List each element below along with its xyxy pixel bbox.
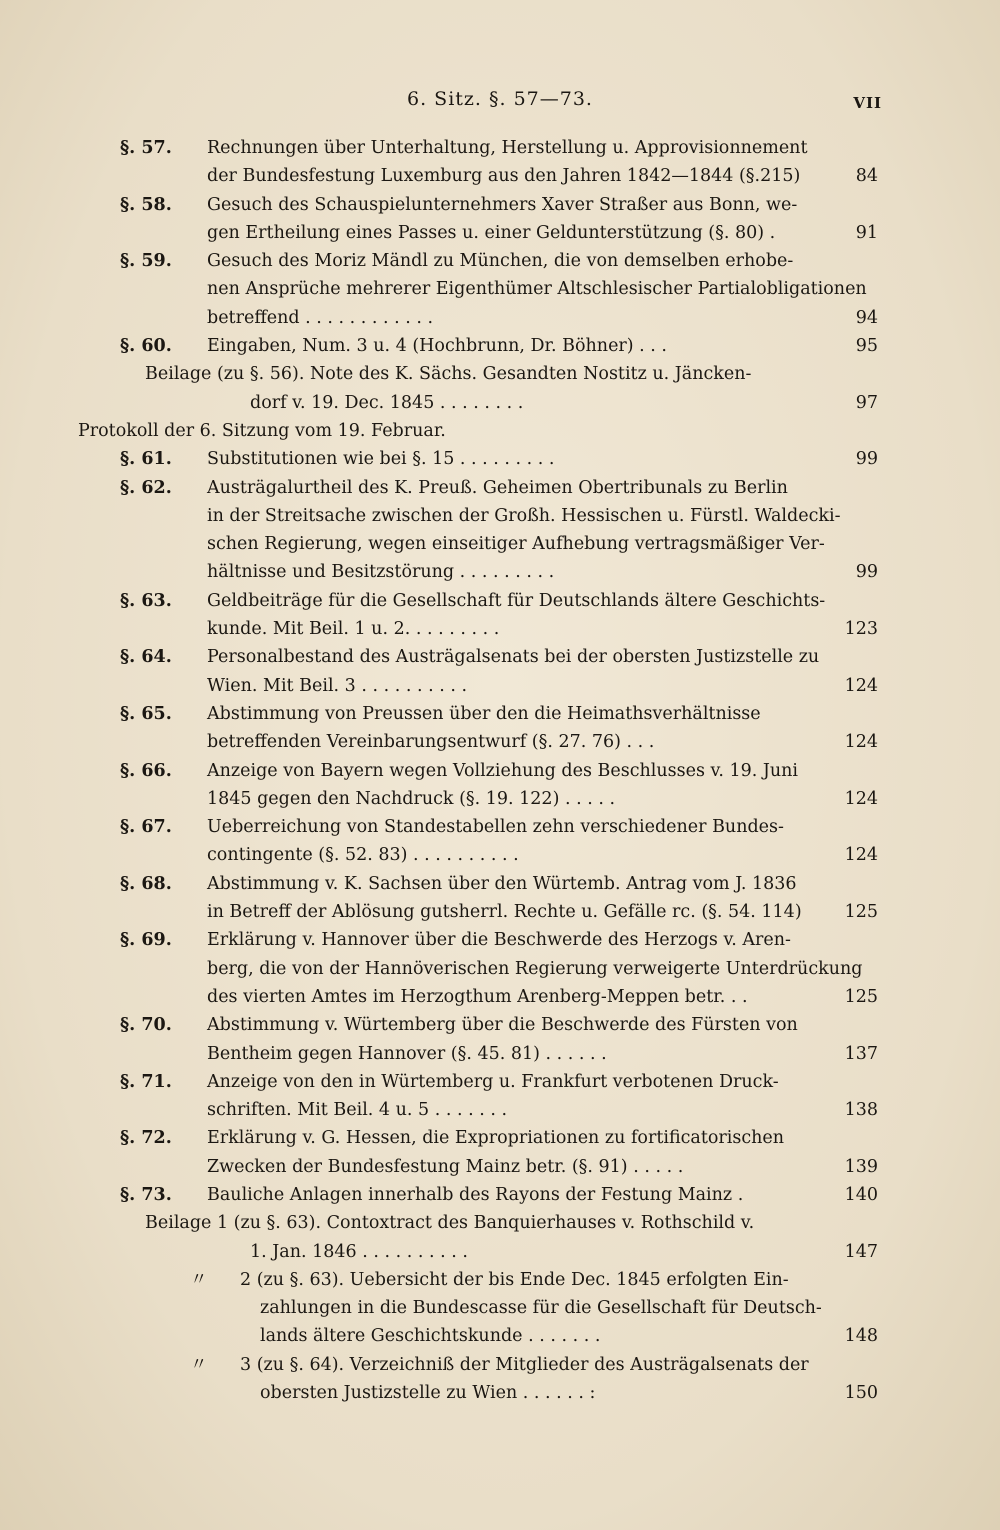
entry-text: Personalbestand des Austrägalsenats bei der obersten Justizstelle zu [207, 647, 820, 668]
entry-text: zahlungen in die Bundescasse für die Gesellschaft für Deutsch- [260, 1298, 822, 1319]
entry-text: lands ältere Geschichtskunde . . . . . . . [260, 1326, 601, 1347]
toc-entry [90, 1068, 890, 1125]
entry-text: Abstimmung von Preussen über den die Heimathsverhältnisse [207, 703, 761, 724]
section-number: §. 67. [120, 817, 172, 838]
page-reference: 124 [844, 732, 878, 753]
toc-line [78, 417, 890, 445]
page-reference: 147 [844, 1241, 878, 1262]
section-number: §. 64. [120, 647, 172, 668]
section-number: §. 71. [120, 1071, 172, 1092]
toc-entry [90, 1209, 890, 1266]
entry-text: Substitutionen wie bei §. 15 . . . . . . . . . [207, 449, 555, 470]
toc-entry [90, 700, 890, 757]
toc-entry [90, 870, 890, 927]
toc-entry [90, 1181, 890, 1209]
entry-text: schriften. Mit Beil. 4 u. 5 . . . . . . . [207, 1100, 508, 1121]
toc-line [90, 785, 890, 813]
page-title: 6. Sitz. §. 57—73. [407, 88, 593, 110]
toc-entry [90, 360, 890, 417]
page-reference: 84 [855, 166, 878, 187]
entry-text: Wien. Mit Beil. 3 . . . . . . . . . . [207, 675, 468, 696]
page-reference: 99 [855, 449, 878, 470]
section-number: §. 59. [120, 251, 172, 272]
toc-entry [78, 417, 890, 445]
entry-text: betreffenden Vereinbarungsentwurf (§. 27. 76) . . . [207, 732, 655, 753]
entry-text: Rechnungen über Unterhaltung, Herstellung u. Approvisionnement [207, 138, 808, 158]
entry-text: betreffend . . . . . . . . . . . . [207, 307, 434, 328]
toc-line [90, 1294, 890, 1322]
toc-entry [90, 757, 890, 814]
entry-text: Ueberreichung von Standestabellen zehn verschiedener Bundes- [207, 817, 784, 838]
entry-text: obersten Justizstelle zu Wien . . . . . . : [260, 1383, 596, 1404]
page-reference: 124 [844, 675, 878, 696]
toc-entry [90, 247, 890, 332]
entry-text: 1. Jan. 1846 . . . . . . . . . . [250, 1241, 468, 1262]
section-number: §. 66. [120, 760, 172, 781]
toc-line [90, 445, 890, 473]
entry-text: Erklärung v. G. Hessen, die Expropriationen zu fortificatorischen [207, 1128, 785, 1149]
toc-line [90, 304, 890, 332]
table-of-contents [78, 134, 890, 1407]
toc-line [90, 870, 890, 898]
toc-line [90, 643, 890, 671]
entry-text: kunde. Mit Beil. 1 u. 2. . . . . . . . . [207, 619, 500, 640]
toc-entry [90, 1011, 890, 1068]
running-head [0, 88, 1000, 118]
section-number: §. 57. [120, 138, 172, 158]
entry-text: Anzeige von Bayern wegen Vollziehung des Beschlusses v. 19. Juni [207, 760, 799, 781]
page-reference: 124 [844, 788, 878, 809]
entry-text: Eingaben, Num. 3 u. 4 (Hochbrunn, Dr. Böhner) . . . [207, 336, 667, 357]
entry-text: Abstimmung v. Würtemberg über die Beschwerde des Fürsten von [207, 1015, 798, 1036]
toc-line [90, 1181, 890, 1209]
section-number: §. 63. [120, 590, 172, 611]
entry-text: berg, die von der Hannöverischen Regierung verweigerte Unterdrückung [207, 958, 863, 979]
entry-text: gen Ertheilung eines Passes u. einer Geldunterstützung (§. 80) . [207, 222, 776, 243]
toc-entry [90, 1124, 890, 1181]
page-reference: 125 [844, 986, 878, 1007]
toc-entry [90, 134, 890, 191]
entry-text: Gesuch des Schauspielunternehmers Xaver Straßer aus Bonn, we- [207, 194, 798, 215]
page-reference: 124 [844, 845, 878, 866]
toc-line [90, 1379, 890, 1407]
page-reference: 125 [844, 902, 878, 923]
entry-text: 3 (zu §. 64). Verzeichniß der Mitglieder des Austrägalsenats der [240, 1354, 809, 1375]
toc-entry [90, 191, 890, 248]
toc-line [90, 1096, 890, 1124]
entry-text: contingente (§. 52. 83) . . . . . . . . . . [207, 845, 519, 866]
entry-text: Erklärung v. Hannover über die Beschwerde des Herzogs v. Aren- [207, 930, 791, 951]
toc-line [90, 587, 890, 615]
toc-entry [90, 926, 890, 1011]
page-reference: 150 [844, 1383, 878, 1404]
toc-line [90, 700, 890, 728]
entry-text: des vierten Amtes im Herzogthum Arenberg-Meppen betr. . . [207, 986, 748, 1007]
toc-line [90, 672, 890, 700]
toc-line [90, 1209, 890, 1237]
toc-line [90, 757, 890, 785]
section-number: §. 69. [120, 930, 172, 951]
toc-entry [90, 1266, 890, 1351]
toc-line [90, 1266, 890, 1294]
toc-line [90, 219, 890, 247]
toc-line [90, 1322, 890, 1350]
toc-line [90, 1351, 890, 1379]
entry-text: Abstimmung v. K. Sachsen über den Würtemb. Antrag vom J. 1836 [207, 873, 797, 894]
section-number: §. 70. [120, 1015, 172, 1036]
toc-line [90, 615, 890, 643]
entry-text: Austrägalurtheil des K. Preuß. Geheimen Obertribunals zu Berlin [207, 477, 788, 498]
toc-entry [90, 1351, 890, 1408]
toc-line [90, 983, 890, 1011]
toc-line [90, 191, 890, 219]
page-reference: 94 [855, 307, 878, 328]
toc-line [90, 813, 890, 841]
toc-line [90, 841, 890, 869]
entry-text: Bentheim gegen Hannover (§. 45. 81) . . . . . . [207, 1043, 607, 1064]
page-reference: 91 [855, 222, 878, 243]
section-number: §. 72. [120, 1128, 172, 1149]
entry-text: hältnisse und Besitzstörung . . . . . . . . . [207, 562, 555, 583]
page-number: VII [853, 94, 882, 112]
entry-text: in der Streitsache zwischen der Großh. Hessischen u. Fürstl. Waldecki- [207, 505, 841, 526]
section-number: §. 65. [120, 703, 172, 724]
entry-text: Zwecken der Bundesfestung Mainz betr. (§. 91) . . . . . [207, 1156, 684, 1177]
entry-text: Beilage (zu §. 56). Note des K. Sächs. Gesandten Nostitz u. Jäncken- [145, 364, 752, 385]
ditto-mark: 〃 [190, 1269, 208, 1290]
page-reference: 140 [844, 1184, 878, 1205]
entry-text: der Bundesfestung Luxemburg aus den Jahren 1842—1844 (§.215) [207, 166, 801, 187]
toc-entry [90, 445, 890, 473]
page-reference: 99 [855, 562, 878, 583]
entry-text: 2 (zu §. 63). Uebersicht der bis Ende Dec. 1845 erfolgten Ein- [240, 1269, 789, 1290]
toc-entry [90, 643, 890, 700]
entry-text: Anzeige von den in Würtemberg u. Frankfurt verbotenen Druck- [207, 1071, 779, 1092]
toc-entry [90, 474, 890, 587]
section-number: §. 62. [120, 477, 172, 498]
page-reference: 137 [844, 1043, 878, 1064]
toc-line [90, 502, 890, 530]
page-reference: 123 [844, 619, 878, 640]
toc-line [90, 898, 890, 926]
page-reference: 95 [855, 336, 878, 357]
section-number: §. 58. [120, 194, 172, 215]
entry-text: Gesuch des Moriz Mändl zu München, die von demselben erhobe- [207, 251, 794, 272]
toc-line [90, 1153, 890, 1181]
page-reference: 97 [855, 392, 878, 413]
toc-line [90, 1238, 890, 1266]
toc-line [90, 162, 890, 190]
toc-line [90, 1124, 890, 1152]
toc-line [90, 1068, 890, 1096]
section-number: §. 68. [120, 873, 172, 894]
toc-line [90, 1040, 890, 1068]
entry-text: nen Ansprüche mehrerer Eigenthümer Altschlesischer Partialobligationen [207, 279, 867, 300]
toc-line [90, 926, 890, 954]
toc-line [90, 955, 890, 983]
toc-line [90, 389, 890, 417]
section-number: §. 61. [120, 449, 172, 470]
entry-text: Beilage 1 (zu §. 63). Contoxtract des Banquierhauses v. Rothschild v. [145, 1213, 755, 1234]
toc-line [90, 728, 890, 756]
toc-line [90, 134, 890, 162]
page-reference: 138 [844, 1100, 878, 1121]
page-reference: 139 [844, 1156, 878, 1177]
entry-text: Bauliche Anlagen innerhalb des Rayons der Festung Mainz . [207, 1184, 744, 1205]
toc-line [90, 247, 890, 275]
toc-line [90, 474, 890, 502]
entry-text: 1845 gegen den Nachdruck (§. 19. 122) . . . . . [207, 788, 616, 809]
toc-line [90, 1011, 890, 1039]
toc-line [90, 360, 890, 388]
entry-text: schen Regierung, wegen einseitiger Aufhebung vertragsmäßiger Ver- [207, 534, 825, 555]
section-number: §. 73. [120, 1184, 172, 1205]
toc-line [90, 275, 890, 303]
entry-text: dorf v. 19. Dec. 1845 . . . . . . . . [250, 392, 524, 413]
entry-text: in Betreff der Ablösung gutsherrl. Rechte u. Gefälle rc. (§. 54. 114) [207, 902, 802, 923]
ditto-mark: 〃 [190, 1354, 208, 1375]
toc-line [90, 332, 890, 360]
toc-entry [90, 332, 890, 360]
section-number: §. 60. [120, 336, 172, 357]
toc-line [90, 530, 890, 558]
toc-entry [90, 587, 890, 644]
toc-line [90, 558, 890, 586]
toc-entry [90, 813, 890, 870]
entry-text: Protokoll der 6. Sitzung vom 19. Februar. [78, 420, 446, 441]
entry-text: Geldbeiträge für die Gesellschaft für Deutschlands ältere Geschichts- [207, 590, 826, 611]
page-reference: 148 [844, 1326, 878, 1347]
